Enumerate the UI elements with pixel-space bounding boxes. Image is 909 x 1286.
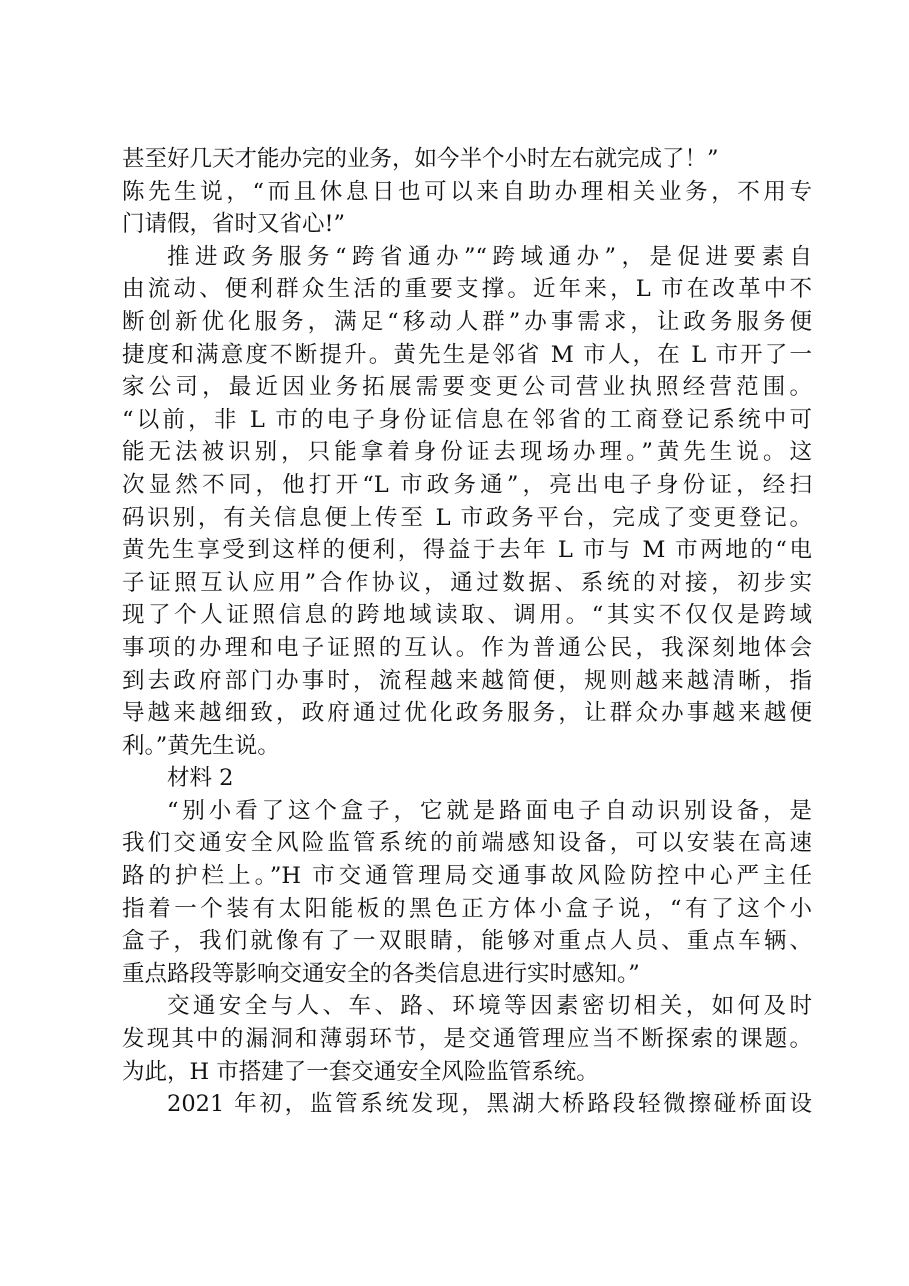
text-line: 指着一个装有太阳能板的黑色正方体小盒子说，“有了这个小 (122, 895, 812, 922)
text-line: 到去政府部门办事时，流程越来越简便，规则越来越清晰，指 (122, 667, 812, 694)
text-line: 盒子，我们就像有了一双眼睛，能够对重点人员、重点车辆、 (122, 928, 812, 955)
text-line: 码识别，有关信息便上传至 L 市政务平台，完成了变更登记。 (122, 504, 812, 531)
text-line: 次显然不同，他打开“L 市政务通”，亮出电子身份证，经扫 (122, 471, 812, 498)
text-line: 由流动、便利群众生活的重要支撑。近年来，L 市在改革中不 (122, 276, 812, 303)
text-line: “以前，非 L 市的电子身份证信息在邻省的工商登记系统中可 (122, 406, 812, 433)
text-line: 现了个人证照信息的跨地域读取、调用。“其实不仅仅是跨域 (122, 602, 812, 629)
document-body (122, 143, 812, 1121)
text-line: 重点路段等影响交通安全的各类信息进行实时感知。” (122, 960, 640, 987)
text-line: 路的护栏上。”H 市交通管理局交通事故风险防控中心严主任 (122, 863, 812, 890)
text-line: 门请假，省时又省心!” (122, 211, 346, 238)
text-line: 我们交通安全风险监管系统的前端感知设备，可以安装在高速 (122, 830, 812, 857)
text-line: 2021 年初，监管系统发现，黑湖大桥路段轻微擦碰桥面设 (167, 1091, 812, 1118)
text-line: “别小看了这个盒子，它就是路面电子自动识别设备，是 (167, 797, 812, 824)
text-line: 家公司，最近因业务拓展需要变更公司营业执照经营范围。 (122, 374, 812, 401)
text-line: 断创新优化服务，满足“移动人群”办事需求，让政务服务便 (122, 308, 812, 335)
text-line: 黄先生享受到这样的便利，得益于去年 L 市与 M 市两地的“电 (122, 537, 812, 564)
text-line: 发现其中的漏洞和薄弱环节，是交通管理应当不断探索的课题。 (122, 1026, 812, 1053)
text-line: 事项的办理和电子证照的互认。作为普通公民，我深刻地体会 (122, 634, 812, 661)
text-line: 陈先生说，“而且休息日也可以来自助办理相关业务，不用专 (122, 178, 812, 205)
text-line: 子证照互认应用”合作协议，通过数据、系统的对接，初步实 (122, 569, 812, 596)
text-line: 甚至好几天才能办完的业务，如今半个小时左右就完成了！” (122, 146, 719, 172)
text-line: 交通安全与人、车、路、环境等因素密切相关，如何及时 (167, 993, 812, 1020)
text-line: 推进政务服务“跨省通办”“跨域通办”，是促进要素自 (167, 243, 812, 270)
text-line: 捷度和满意度不断提升。黄先生是邻省 M 市人，在 L 市开了一 (122, 341, 812, 368)
text-line: 导越来越细致，政府通过优化政务服务，让群众办事越来越便 (122, 700, 812, 727)
text-line: 能无法被识别，只能拿着身份证去现场办理。”黄先生说。这 (122, 439, 812, 466)
text-line: 材料 2 (167, 765, 234, 792)
text-line: 利。”黄先生说。 (122, 732, 280, 759)
text-line: 为此，H 市搭建了一套交通安全风险监管系统。 (122, 1058, 599, 1085)
